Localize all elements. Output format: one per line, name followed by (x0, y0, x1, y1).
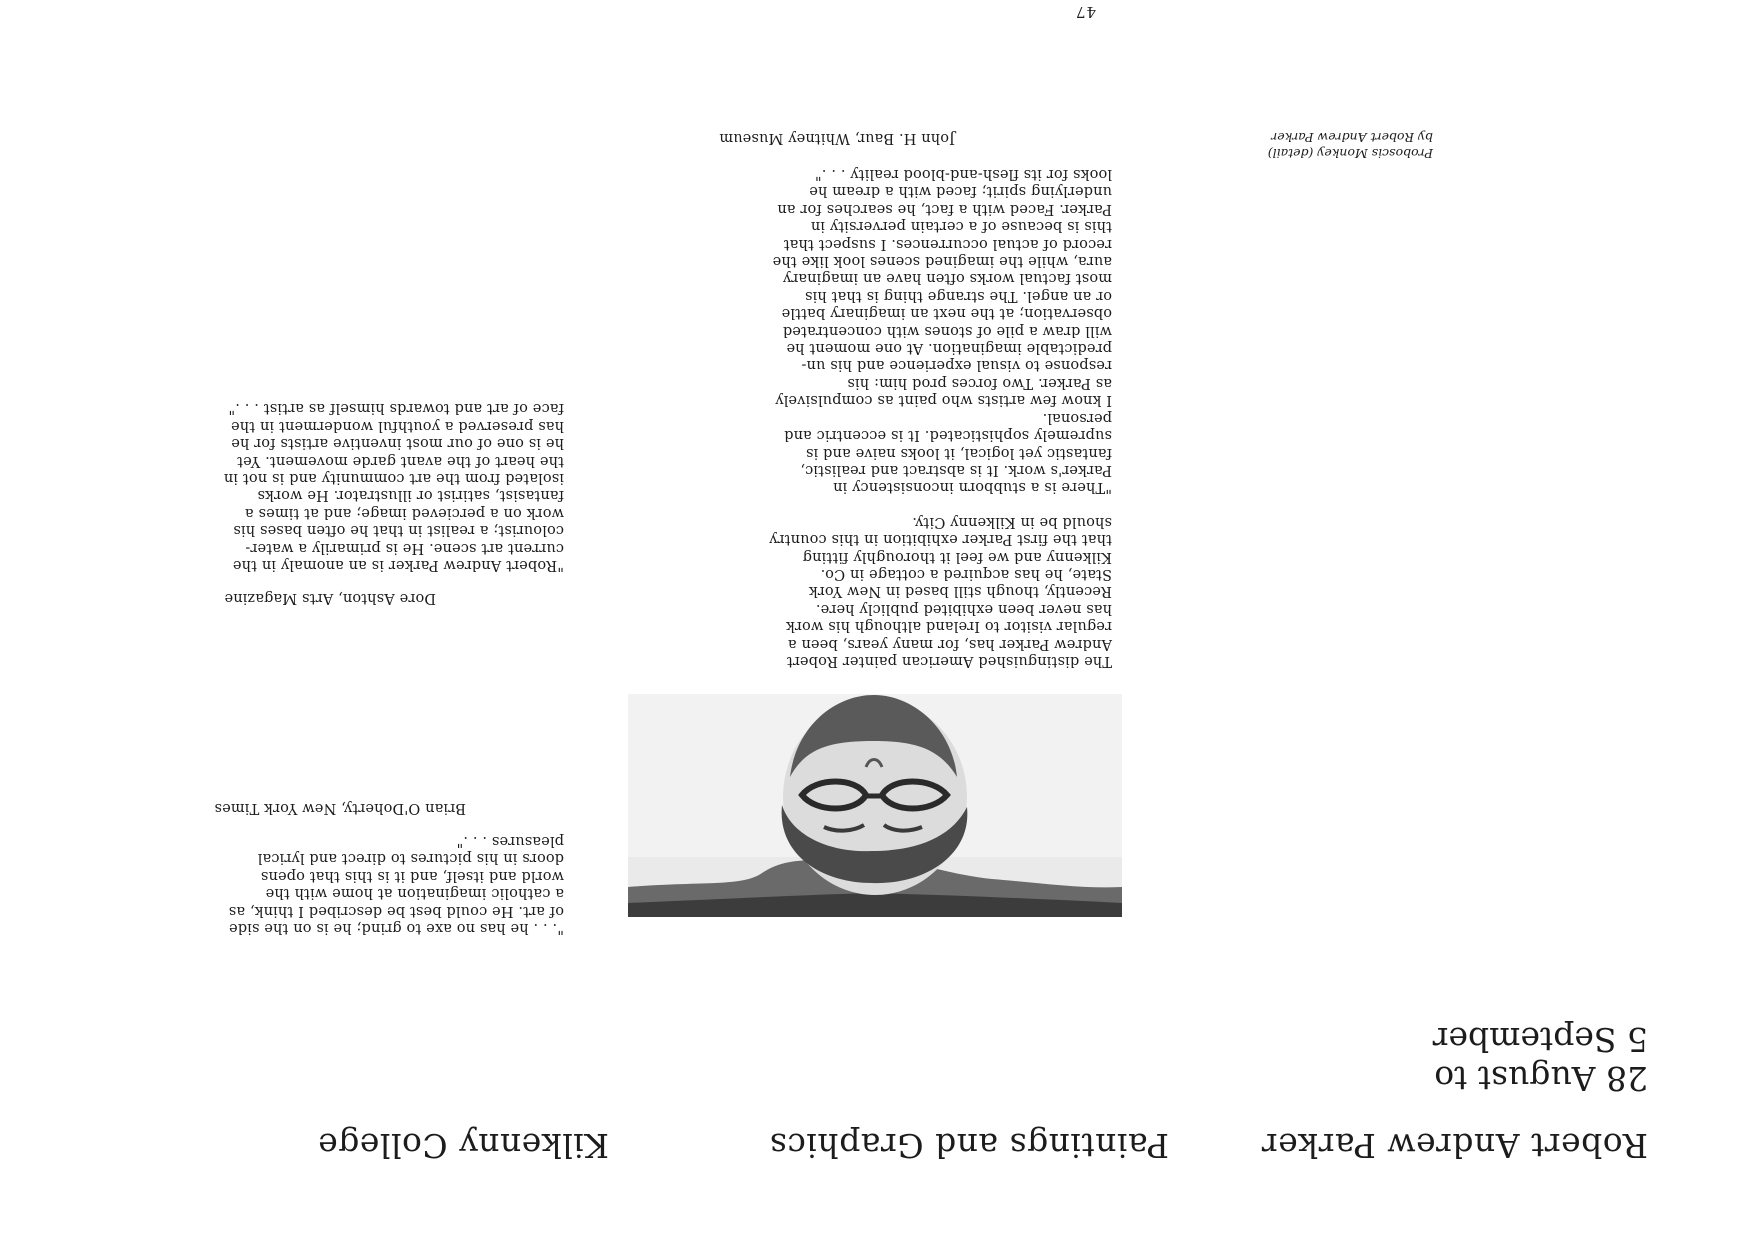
press-quotes (64, 832, 564, 936)
intro-paragraph: The distinguished American painter Robert Andrew Parker has, for many years, been a regular visitor to Ireland although his work has never been exhibited publicly here. Recently, though still based in New York State, he has acquired a cottage in Co. Kilkenny and we feel it thoroughly fitting that the first Parker exhibition in this country should be in Kilkenny City. (769, 513, 1112, 669)
exhibition-dates (1433, 1020, 1648, 1098)
dates-line-1: 28 August to (1434, 1059, 1648, 1098)
press-quote-nyt: ". . . he has no axe to grind; he is on the side of art. He could best be described I think, as a catholic imagination at home with the world and itself, and it is this that opens doors in his pictures to direct and lyrical pleasures . . ." (228, 832, 564, 936)
exhibition-heading (168, 1119, 1648, 1167)
quote-attribution-nyt: Brian O'Doherty, New York Times (214, 800, 466, 816)
press-quote-arts: "Robert Andrew Parker is an anomaly in the current art scene. He is primarily a water- colourist; a realist in that he often bases his work on a percieved image; and at times a fantasist, satirist or illustrator. He works isolated from the art community and is not in the heart of the avant garde movement. Yet he is one of our most inventive artists for he has preserved a youthful wonderment in the face of art and towards himself as artist . . ." (223, 400, 564, 573)
quote-paragraph: "There is a stubborn inconsistency in Parker's work. It is abstract and realistic, fantastic yet logical, it looks naive and is supremely sophisticated. It is eccentric and personal. (784, 409, 1112, 496)
image-caption (1268, 129, 1433, 161)
press-quote-arts-block (64, 399, 564, 573)
artist-portrait-photo (628, 694, 1122, 917)
caption-title: Proboscis Monkey (detail) (1267, 146, 1433, 161)
venue-name: Kilkenny College (317, 1126, 609, 1165)
quote-attribution-arts: Dore Ashton, Arts Magazine (224, 590, 436, 606)
portrait-image (628, 694, 1122, 917)
exhibition-title: Paintings and Graphics (769, 1126, 1169, 1165)
caption-credit: by Robert Andrew Parker (1271, 130, 1433, 145)
quote-attribution: John H. Baur, Whitney Museum (719, 130, 955, 146)
page-number: 47 (1074, 3, 1096, 21)
quote-paragraph: I know few artists who paint as compulsively as Parker. Two forces prod him: his response to visual experience and his un- predictable imagination. At one moment he will draw a pile of stones with concentrated observation; at the next an imaginary battle or an angel. The strange thing is that his most factual works often have an imaginary aura, while the imagined scenes look like the record of actual occurrences. I suspect that this is because of a certain perversity in Parker. Faced with a fact, he searches for an underlying spirit; faced with a dream he looks for its flesh-and-blood reality . . ." (772, 166, 1112, 409)
dates-line-2: 5 September (1432, 1020, 1648, 1059)
artist-name: Robert Andrew Parker (1261, 1126, 1648, 1165)
intro-text (622, 165, 1112, 669)
